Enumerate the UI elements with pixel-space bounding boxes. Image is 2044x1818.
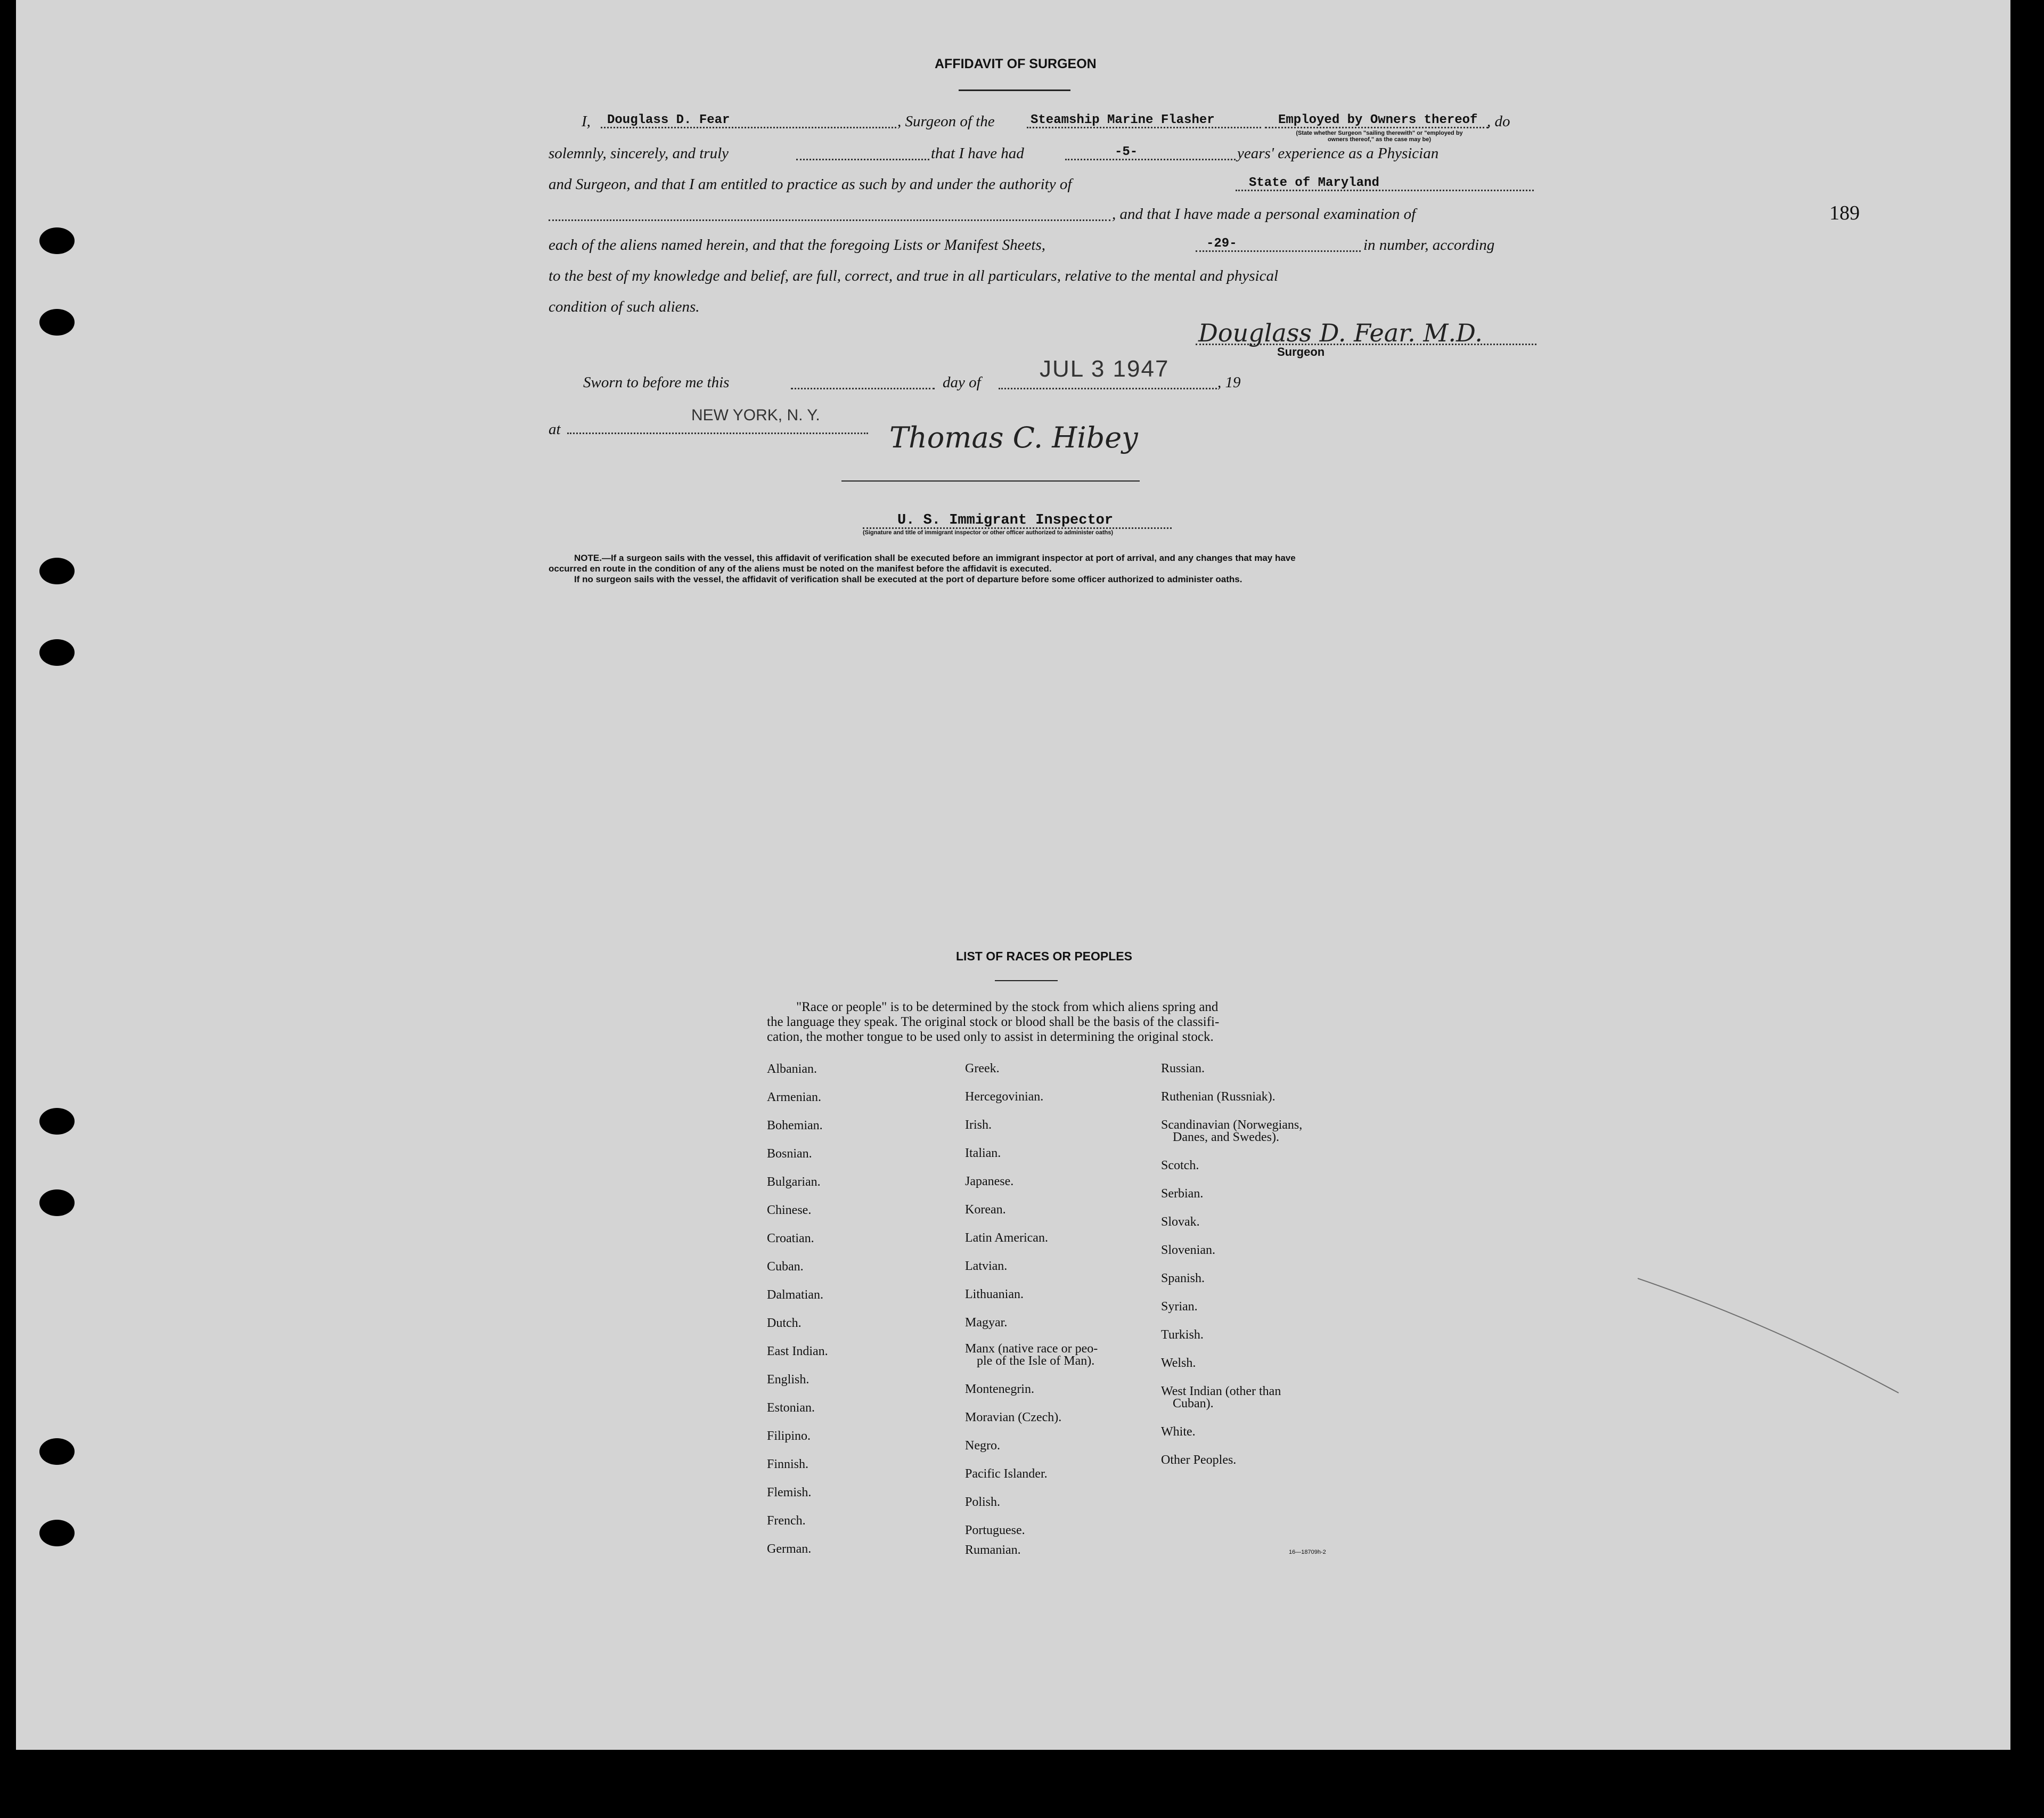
race-item: East Indian. xyxy=(767,1344,828,1358)
years-blank xyxy=(1065,159,1236,160)
sworn-month-blank xyxy=(999,388,1217,389)
note-line-2: occurred en route in the condition of any of the aliens must be noted on the manifest before the affidavit is executed. xyxy=(549,564,1052,574)
binder-hole xyxy=(39,1438,75,1465)
race-item: Serbian. xyxy=(1161,1187,1204,1201)
line6: to the best of my knowledge and belief, are full, correct, and true in all particulars, relative to the mental and physical xyxy=(549,267,1279,284)
employment: Employed by Owners thereof xyxy=(1278,113,1478,127)
race-item: Turkish. xyxy=(1161,1328,1204,1342)
race-item: Dalmatian. xyxy=(767,1288,823,1302)
sworn-day-blank xyxy=(791,388,935,389)
line2-a: solemnly, sincerely, and truly xyxy=(549,145,729,162)
do-label: , do xyxy=(1487,113,1510,130)
binder-hole xyxy=(39,1108,75,1135)
sworn-a: Sworn to before me this xyxy=(583,374,730,391)
race-item: Latin American. xyxy=(965,1231,1048,1245)
race-item: Irish. xyxy=(965,1118,992,1132)
employment-note: (State whether Surgeon "sailing therewith" or "employed by owners thereof," as the case may be) xyxy=(1296,130,1463,143)
race-item: Montenegrin. xyxy=(965,1382,1034,1396)
race-item: Bohemian. xyxy=(767,1119,823,1132)
races-title-rule xyxy=(995,980,1058,981)
race-item: Hercegovinian. xyxy=(965,1090,1044,1104)
race-item: Manx (native race or peo- xyxy=(965,1342,1098,1356)
inspector-title: U. S. Immigrant Inspector xyxy=(897,512,1114,528)
line3-a: and Surgeon, and that I am entitled to practice as such by and under the authority of xyxy=(549,176,1072,193)
inspector-signature: Thomas C. Hibey xyxy=(889,421,1138,454)
race-item: Moravian (Czech). xyxy=(965,1411,1062,1424)
i-label: I, xyxy=(582,113,591,130)
race-item: Lithuanian. xyxy=(965,1287,1024,1301)
race-item: Albanian. xyxy=(767,1062,817,1076)
race-item: Pacific Islander. xyxy=(965,1467,1048,1481)
line7: condition of such aliens. xyxy=(549,298,700,315)
race-item: Slovak. xyxy=(1161,1215,1200,1229)
races-title: LIST OF RACES OR PEOPLES xyxy=(956,949,1132,963)
race-item: White. xyxy=(1161,1425,1196,1439)
sheets-value: -29- xyxy=(1206,237,1237,251)
race-item: Bulgarian. xyxy=(767,1175,821,1189)
truly-blank xyxy=(796,159,929,160)
race-item: Italian. xyxy=(965,1146,1001,1160)
race-item: Rumanian. xyxy=(965,1543,1021,1557)
at-label: at xyxy=(549,421,561,438)
race-item: Spanish. xyxy=(1161,1271,1205,1285)
race-item: French. xyxy=(767,1514,806,1528)
race-item: Finnish. xyxy=(767,1457,809,1471)
note-line-3: If no surgeon sails with the vessel, the affidavit of verification shall be executed at the port of departure before some officer authorized to administer oaths. xyxy=(574,574,1242,584)
race-item: Polish. xyxy=(965,1495,1001,1509)
race-item: Estonian. xyxy=(767,1401,815,1415)
place-blank xyxy=(567,433,868,434)
race-item: ple of the Isle of Man). xyxy=(977,1354,1095,1368)
races-intro-2: the language they speak. The original stock or blood shall be the basis of the classifi- xyxy=(767,1015,1220,1029)
sworn-c: , 19 xyxy=(1217,374,1241,391)
race-item: Croatian. xyxy=(767,1232,814,1245)
surgeon-label: Surgeon xyxy=(1277,345,1325,358)
race-item: Cuban. xyxy=(767,1260,804,1274)
race-item: Other Peoples. xyxy=(1161,1453,1237,1467)
race-item: Armenian. xyxy=(767,1090,821,1104)
binder-hole xyxy=(39,309,75,336)
line5-b: in number, according xyxy=(1363,237,1495,254)
race-item: Welsh. xyxy=(1161,1356,1196,1370)
race-item: Syrian. xyxy=(1161,1300,1198,1314)
binder-hole xyxy=(39,1189,75,1216)
races-intro-3: cation, the mother tongue to be used only to assist in determining the original stock. xyxy=(767,1030,1214,1044)
race-item: Danes, and Swedes). xyxy=(1173,1130,1279,1144)
line2-c: years' experience as a Physician xyxy=(1237,145,1439,162)
race-item: Slovenian. xyxy=(1161,1243,1215,1257)
stray-pen-line xyxy=(1638,1276,1904,1398)
years-value: -5- xyxy=(1115,145,1138,159)
race-item: Dutch. xyxy=(767,1316,802,1330)
race-item: Russian. xyxy=(1161,1062,1205,1075)
line5-a: each of the aliens named herein, and that the foregoing Lists or Manifest Sheets, xyxy=(549,237,1045,254)
race-item: Magyar. xyxy=(965,1316,1008,1330)
race-item: Portuguese. xyxy=(965,1523,1025,1537)
race-item: Flemish. xyxy=(767,1486,812,1499)
race-item: West Indian (other than xyxy=(1161,1384,1281,1398)
inspector-caption: (Signature and title of immigrant inspector or other officer authorized to administer oaths) xyxy=(863,529,1113,536)
race-item: Latvian. xyxy=(965,1259,1008,1273)
inspector-title-blank xyxy=(863,527,1172,529)
race-item: Cuban). xyxy=(1173,1397,1214,1411)
race-item: Filipino. xyxy=(767,1429,811,1443)
note-line-1: NOTE.—If a surgeon sails with the vessel, this affidavit of verification shall be executed before an immigrant inspector at port of arrival, and any changes that may have xyxy=(574,553,1296,563)
race-item: Scotch. xyxy=(1161,1159,1199,1172)
race-item: English. xyxy=(767,1373,810,1387)
surgeon-name: Douglass D. Fear xyxy=(607,113,730,127)
race-item: Scandinavian (Norwegians, xyxy=(1161,1118,1303,1132)
binder-hole xyxy=(39,1520,75,1546)
surgeon-signature: Douglass D. Fear. M.D. xyxy=(1198,319,1483,347)
surgeon-of-label: , Surgeon of the xyxy=(897,113,995,130)
race-item: Japanese. xyxy=(965,1175,1014,1188)
date-stamp: JUL 3 1947 xyxy=(1040,356,1170,382)
binder-hole xyxy=(39,639,75,666)
sworn-b: day of xyxy=(943,374,981,391)
race-item: Chinese. xyxy=(767,1203,812,1217)
races-intro-1: "Race or people" is to be determined by the stock from which aliens spring and xyxy=(796,1000,1219,1014)
authority-value: State of Maryland xyxy=(1249,176,1379,190)
race-item: Bosnian. xyxy=(767,1147,812,1161)
binder-hole xyxy=(39,227,75,254)
ship-name: Steamship Marine Flasher xyxy=(1031,113,1215,127)
affidavit-title: AFFIDAVIT OF SURGEON xyxy=(935,56,1097,71)
page-number: 189 xyxy=(1829,202,1860,224)
title-rule xyxy=(959,89,1070,91)
race-item: Ruthenian (Russniak). xyxy=(1161,1090,1276,1104)
race-item: German. xyxy=(767,1542,812,1556)
race-item: Korean. xyxy=(965,1203,1006,1217)
line4: , and that I have made a personal examination of xyxy=(1112,206,1416,223)
document-page xyxy=(16,0,2010,1750)
form-number: 16—18709h-2 xyxy=(1289,1549,1326,1555)
binder-hole xyxy=(39,558,75,584)
race-item: Negro. xyxy=(965,1439,1000,1453)
line2-b: that I have had xyxy=(931,145,1024,162)
race-item: Greek. xyxy=(965,1062,1000,1075)
authority-blank-2 xyxy=(549,219,1110,221)
inspector-sig-rule xyxy=(841,480,1140,482)
place-stamp: NEW YORK, N. Y. xyxy=(691,406,820,424)
